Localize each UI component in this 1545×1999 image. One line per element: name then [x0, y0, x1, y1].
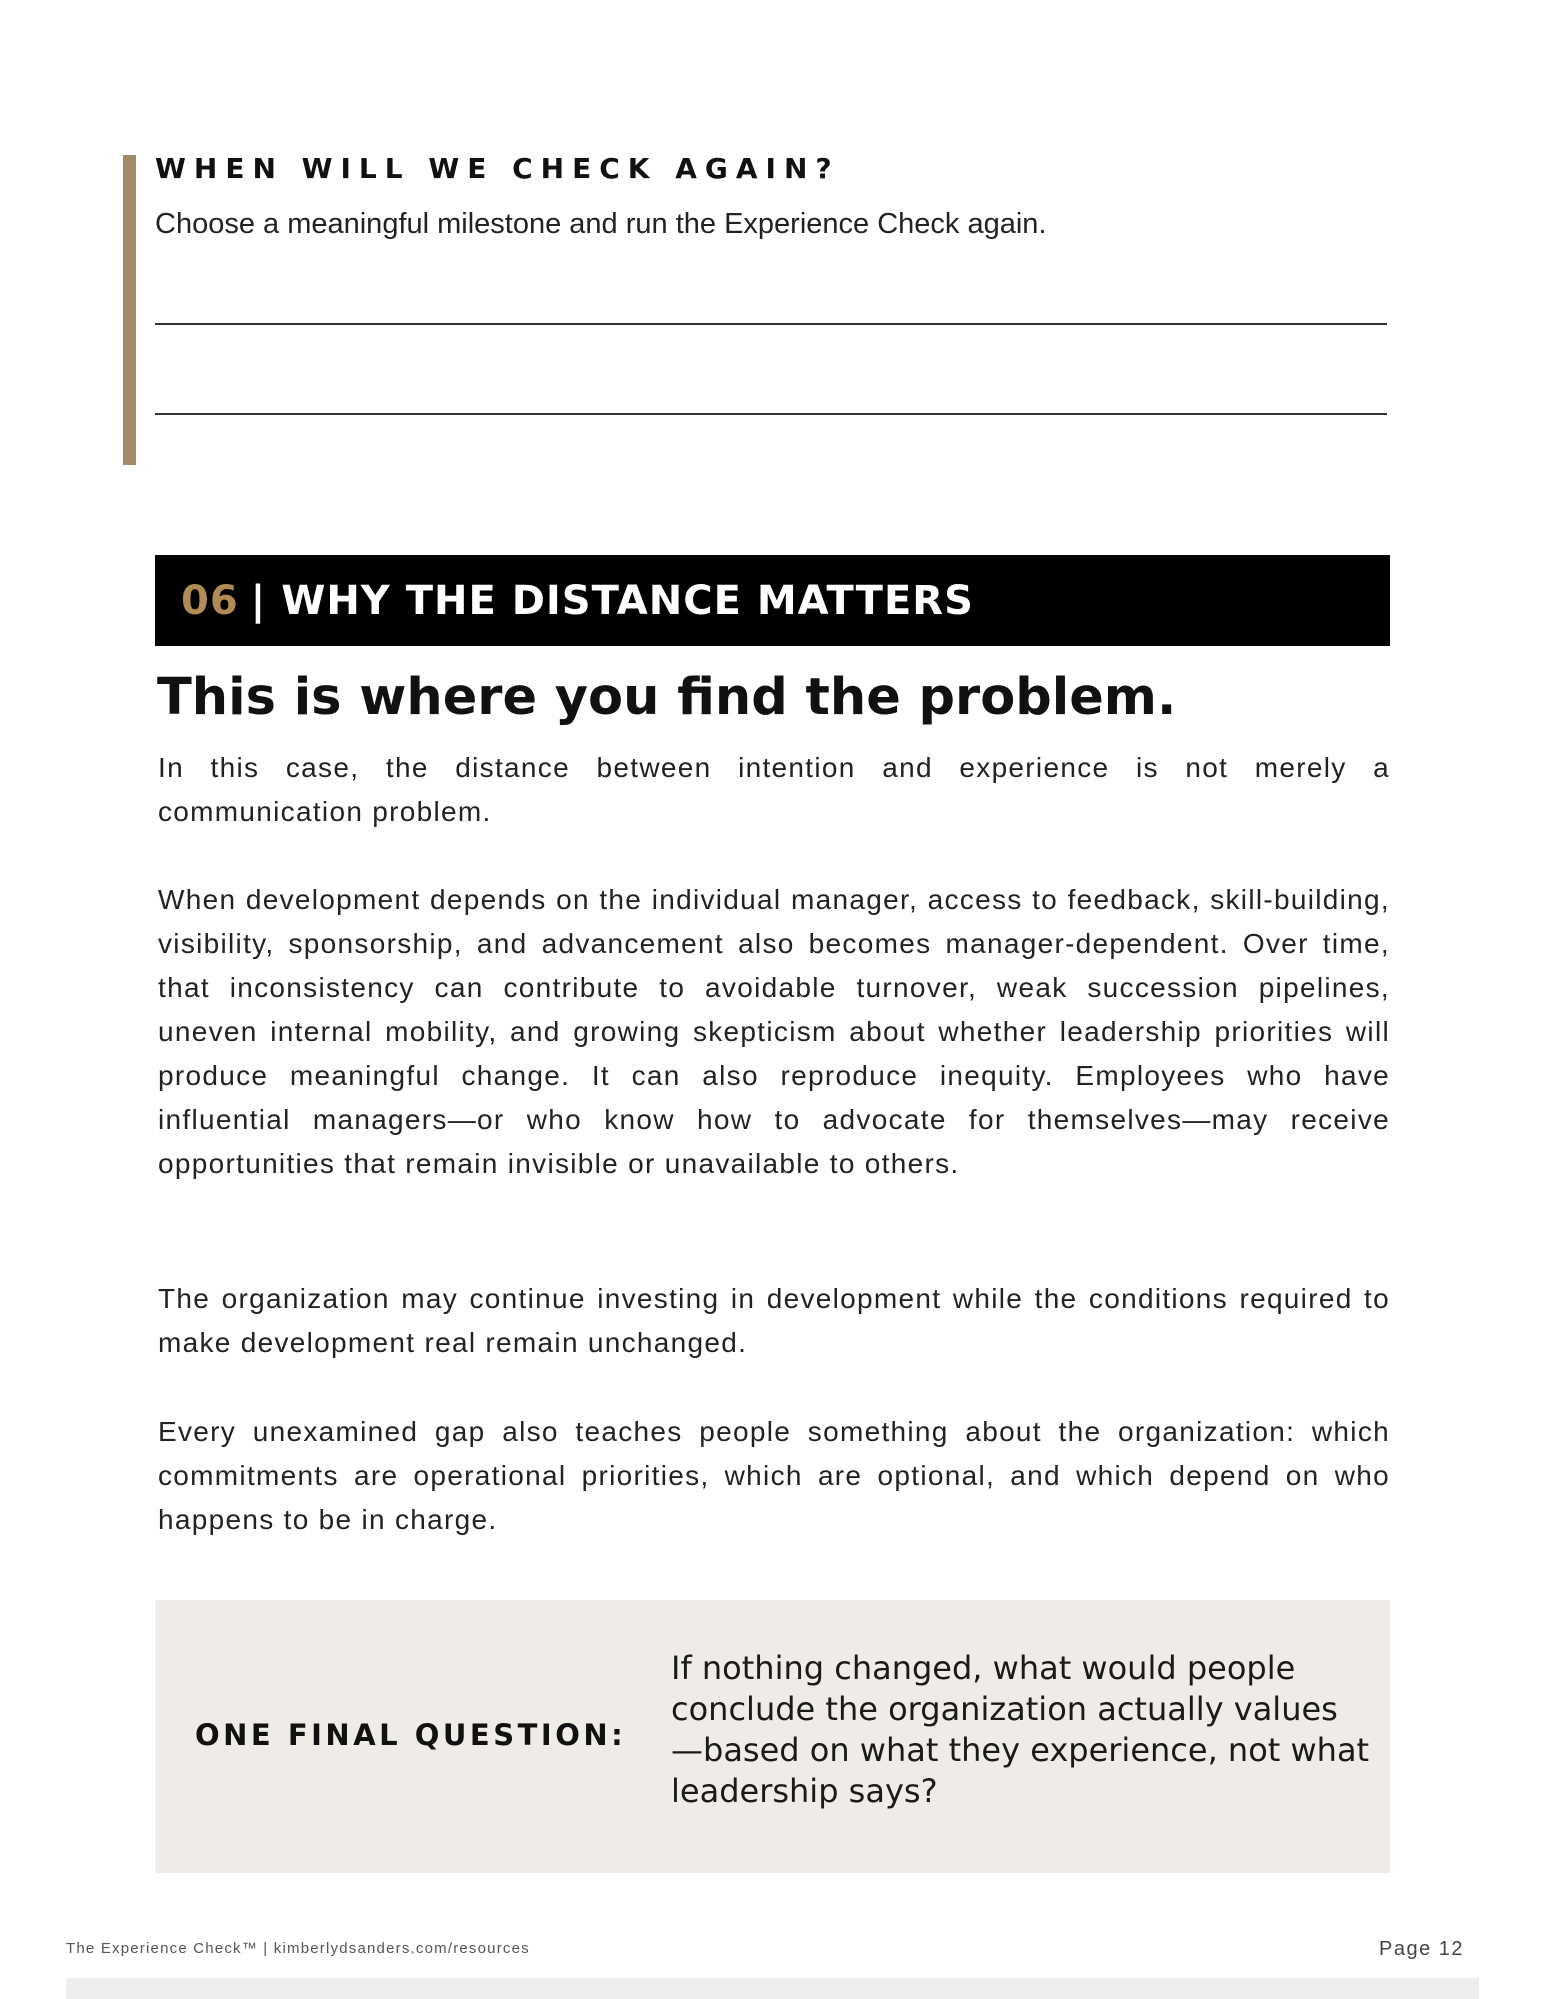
check-again-heading: WHEN WILL WE CHECK AGAIN? — [155, 152, 840, 185]
answer-line-1[interactable] — [155, 323, 1387, 325]
accent-bar — [123, 155, 136, 465]
final-question-box — [155, 1600, 1390, 1873]
section-number: 06 — [181, 577, 239, 624]
main-heading: This is where you find the problem. — [157, 668, 1177, 727]
footer-source: The Experience Check™ | kimberlydsanders.com/resources — [66, 1940, 530, 1957]
section-title: | WHY THE DISTANCE MATTERS — [250, 577, 974, 624]
body-paragraph-4: Every unexamined gap also teaches people something about the organization: which commitments are operational priorities, which are optional, and which depend on who happens to be in charge. — [158, 1416, 1390, 1535]
final-question-label: ONE FINAL QUESTION: — [195, 1718, 627, 1752]
final-question-text: If nothing changed, what would people conclude the organization actually values —based on what they experience, not what leadership says? — [671, 1649, 1370, 1810]
body-paragraph-3: The organization may continue investing in development while the conditions required to make development real remain unchanged. — [158, 1283, 1390, 1358]
body-paragraph-2: When development depends on the individual manager, access to feedback, skill-building, visibility, sponsorship, and advancement also becomes manager-dependent. Over time, that inconsistency can contribute to avoidable turnover, weak succession pipelines, uneven internal mobility, and growing skepticism about whether leadership priorities will produce meaningful change. It can also reproduce inequity. Employees who have influential managers—or who know how to advocate for themselves—may receive opportunities that remain invisible or unavailable to others. — [158, 884, 1390, 1179]
check-again-instructions: Choose a meaningful milestone and run the Experience Check again. — [155, 208, 1047, 240]
body-paragraph-1: In this case, the distance between intention and experience is not merely a communication problem. — [158, 752, 1390, 827]
section-banner — [155, 555, 1390, 646]
page-number: Page 12 — [1378, 1938, 1464, 1960]
answer-line-2[interactable] — [155, 413, 1387, 415]
footer-band — [66, 1978, 1479, 1999]
